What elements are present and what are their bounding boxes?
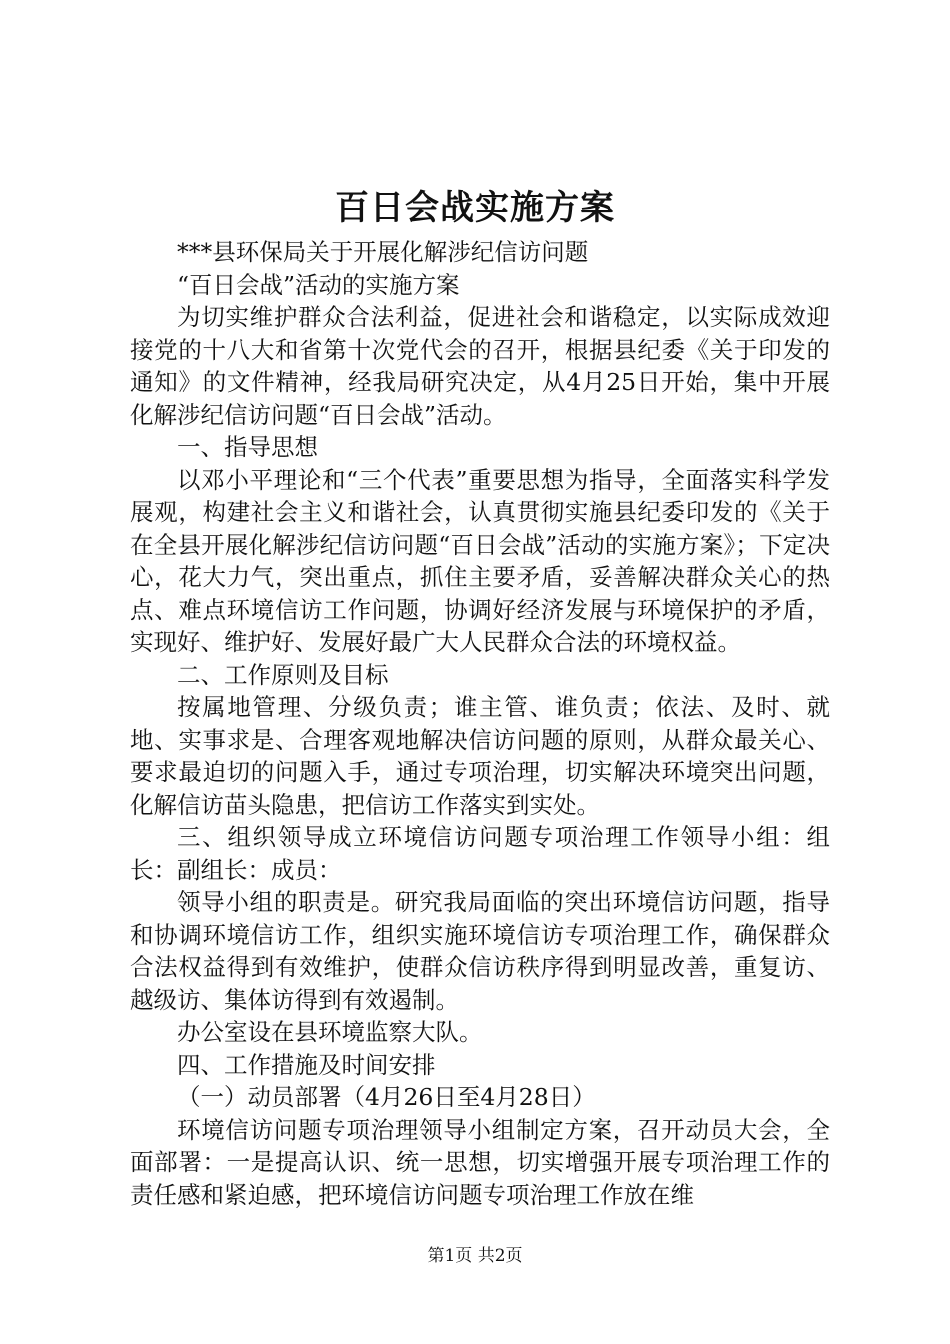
paragraph: （一）动员部署（4月26日至4月28日） bbox=[177, 1083, 596, 1111]
paragraph: 四、工作措施及时间安排 bbox=[177, 1050, 436, 1079]
paragraph: 环境信访问题专项治理领导小组制定方案，召开动员大会，全面部署：一是提高认识、统一思想，切实增强开展专项治理工作的责任感和紧迫感，把环境信访问题专项治理工作放在维 bbox=[130, 1115, 830, 1209]
paragraph: 按属地管理、分级负责；谁主管、谁负责；依法、及时、就地、实事求是、合理客观地解决信访问题的原则，从群众最关心、要求最迫切的问题入手，通过专项治理，切实解决环境突出问题，化解信访苗头隐患，把信访工作落实到实处。 bbox=[130, 693, 830, 819]
paragraph: 三、组织领导成立环境信访问题专项治理工作领导小组：组长：副组长：成员： bbox=[130, 823, 830, 884]
paragraph: 办公室设在县环境监察大队。 bbox=[177, 1018, 483, 1046]
paragraph: “百日会战”活动的实施方案 bbox=[177, 270, 460, 299]
document-title: 百日会战实施方案 bbox=[335, 188, 615, 228]
paragraph: ***县环保局关于开展化解涉纪信访问题 bbox=[177, 238, 589, 266]
paragraph: 以邓小平理论和“三个代表”重要思想为指导，全面落实科学发展观，构建社会主义和谐社会，认真贯彻实施县纪委印发的《关于在全县开展化解涉纪信访问题“百日会战”活动的实施方案》；下定决心，花大力气，突出重点，抓住主要矛盾，妥善解决群众关心的热点、难点环境信访工作问题，协调好经济发展与环境保护的矛盾，实现好、维护好、发展好最广大人民群众合法的环境权益。 bbox=[130, 465, 830, 656]
paragraph: 一、指导思想 bbox=[177, 433, 318, 461]
paragraph: 领导小组的职责是。研究我局面临的突出环境信访问题，指导和协调环境信访工作，组织实施环境信访专项治理工作，确保群众合法权益得到有效维护，使群众信访秩序得到明显改善，重复访、越级访、集体访得到有效遏制。 bbox=[130, 888, 830, 1014]
paragraph: 为切实维护群众合法利益，促进社会和谐稳定，以实际成效迎接党的十八大和省第十次党代会的召开，根据县纪委《关于印发的通知》的文件精神，经我局研究决定，从4月25日开始，集中开展化解涉纪信访问题“百日会战”活动。 bbox=[130, 303, 830, 429]
page-footer: 第1页 共2页 bbox=[427, 1246, 523, 1266]
document-body bbox=[130, 236, 830, 1211]
paragraph: 二、工作原则及目标 bbox=[177, 660, 389, 689]
